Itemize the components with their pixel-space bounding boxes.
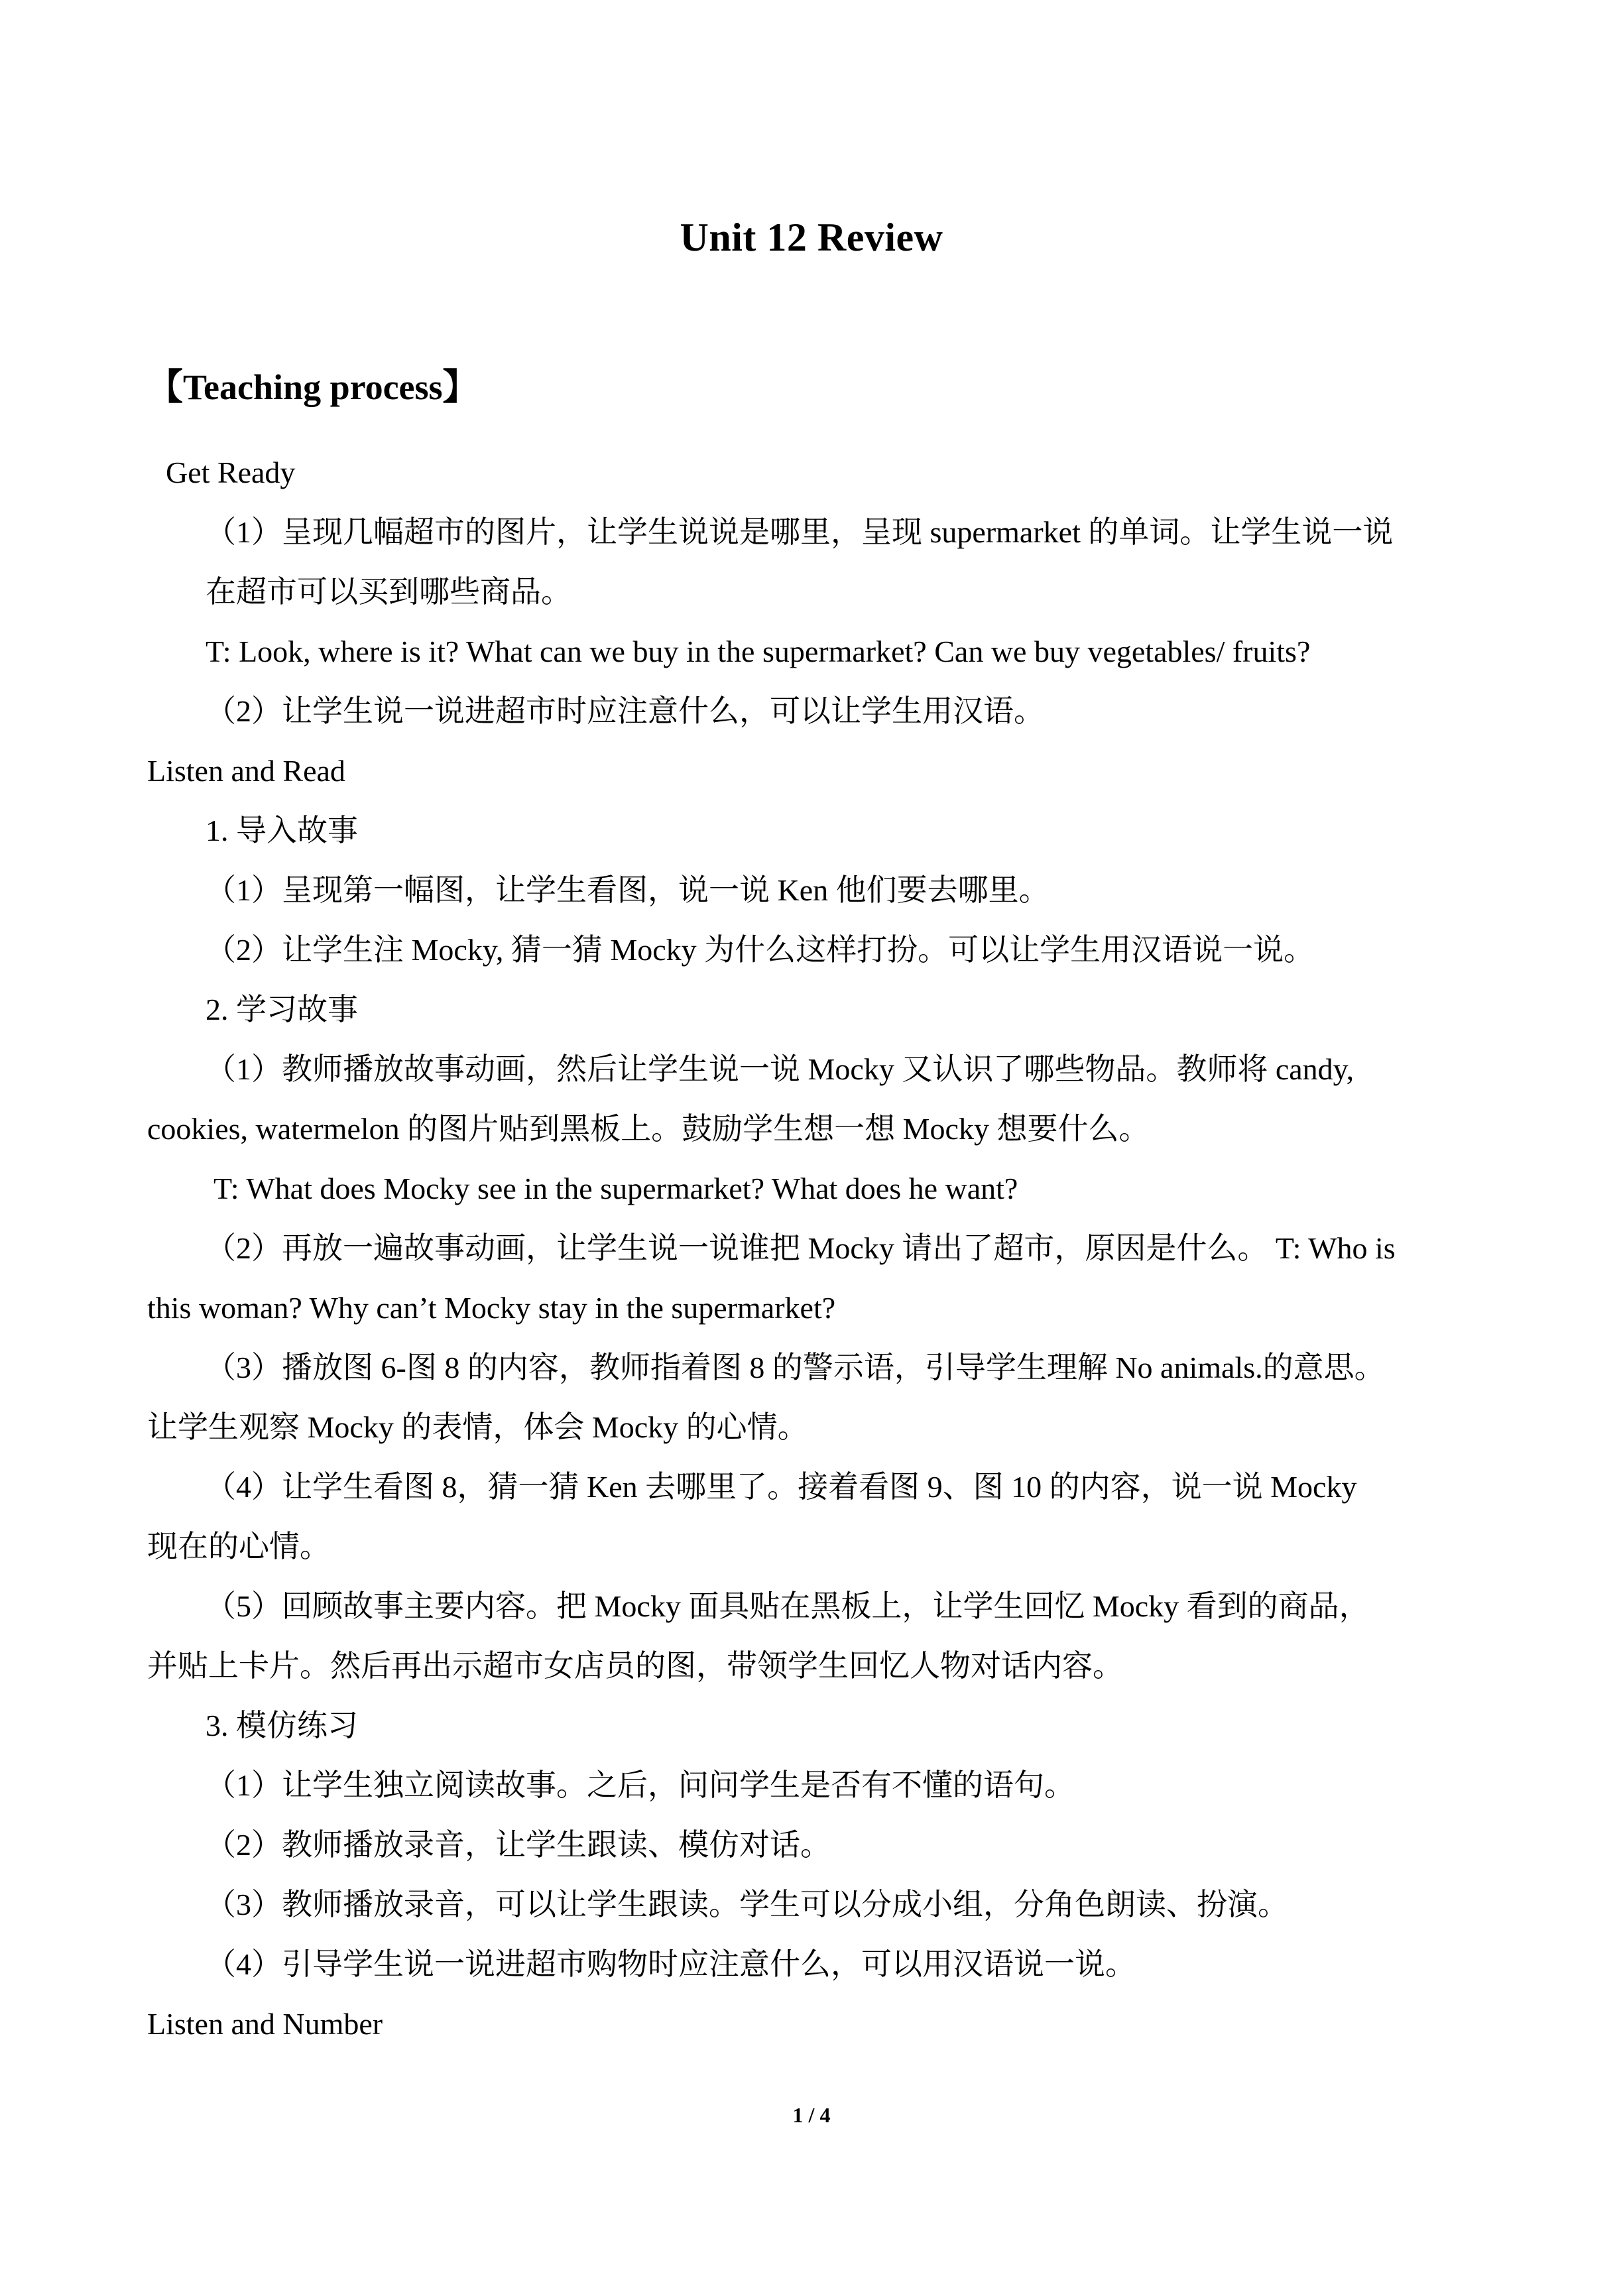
step-2-teacher-question: T: What does Mocky see in the supermarket? What does he want? <box>213 1172 1018 1205</box>
step-3-item-3: （3）教师播放录音，可以让学生跟读。学生可以分成小组，分角色朗读、扮演。 <box>206 1888 1288 1921</box>
page-number: 1 / 4 <box>792 2103 831 2127</box>
step-2-item-2-line-1: （2）再放一遍故事动画，让学生说一说谁把 Mocky 请出了超市，原因是什么。 T: Who is <box>206 1231 1396 1265</box>
step-2-item-1-line-2: cookies, watermelon 的图片贴到黑板上。鼓励学生想一想 Mocky 想要什么。 <box>147 1112 1150 1146</box>
step-2-item-3-line-2: 让学生观察 Mocky 的表情，体会 Mocky 的心情。 <box>147 1410 808 1444</box>
step-2-item-4-line-2: 现在的心情。 <box>147 1530 330 1563</box>
section-heading-teaching-process: 【Teaching process】 <box>147 367 479 407</box>
get-ready-item-2: （2）让学生说一说进超市时应注意什么，可以让学生用汉语。 <box>206 694 1044 728</box>
document-title: Unit 12 Review <box>680 215 943 259</box>
step-1-item-1: （1）呈现第一幅图，让学生看图，说一说 Ken 他们要去哪里。 <box>206 873 1050 907</box>
get-ready-item-1-line-1: （1）呈现几幅超市的图片，让学生说说是哪里，呈现 supermarket 的单词。让学生说一说 <box>206 515 1394 549</box>
step-3-item-2: （2）教师播放录音，让学生跟读、模仿对话。 <box>206 1828 831 1862</box>
heading-listen-and-read: Listen and Read <box>147 754 345 788</box>
step-2-item-1-line-1: （1）教师播放故事动画，然后让学生说一说 Mocky 又认识了哪些物品。教师将 candy, <box>206 1052 1354 1086</box>
heading-listen-and-number: Listen and Number <box>147 2007 383 2041</box>
step-2-item-4-line-1: （4）让学生看图 8，猜一猜 Ken 去哪里了。接着看图 9、图 10 的内容，说一说 Mocky <box>206 1470 1357 1504</box>
step-2-item-2-line-2: this woman? Why can’t Mocky stay in the supermarket? <box>147 1291 836 1325</box>
step-3-item-4: （4）引导学生说一说进超市购物时应注意什么，可以用汉语说一说。 <box>206 1947 1136 1981</box>
heading-get-ready: Get Ready <box>166 455 296 489</box>
step-3-item-1: （1）让学生独立阅读故事。之后，问问学生是否有不懂的语句。 <box>206 1768 1075 1802</box>
step-2-item-5-line-1: （5）回顾故事主要内容。把 Mocky 面具贴在黑板上，让学生回忆 Mocky 看到的商品， <box>206 1589 1370 1623</box>
step-3-title: 3. 模仿练习 <box>206 1709 358 1742</box>
step-2-item-3-line-1: （3）播放图 6-图 8 的内容，教师指着图 8 的警示语，引导学生理解 No animals.的意思。 <box>206 1351 1385 1384</box>
step-2-title: 2. 学习故事 <box>206 993 358 1026</box>
step-2-item-5-line-2: 并贴上卡片。然后再出示超市女店员的图，带领学生回忆人物对话内容。 <box>147 1649 1123 1683</box>
step-1-item-2: （2）让学生注 Mocky, 猜一猜 Mocky 为什么这样打扮。可以让学生用汉语说一说。 <box>206 933 1315 967</box>
get-ready-teacher-line: T: Look, where is it? What can we buy in the supermarket? Can we buy vegetables/ fruits? <box>206 634 1311 668</box>
step-1-title: 1. 导入故事 <box>206 814 358 847</box>
get-ready-item-1-line-2: 在超市可以买到哪些商品。 <box>206 575 571 609</box>
